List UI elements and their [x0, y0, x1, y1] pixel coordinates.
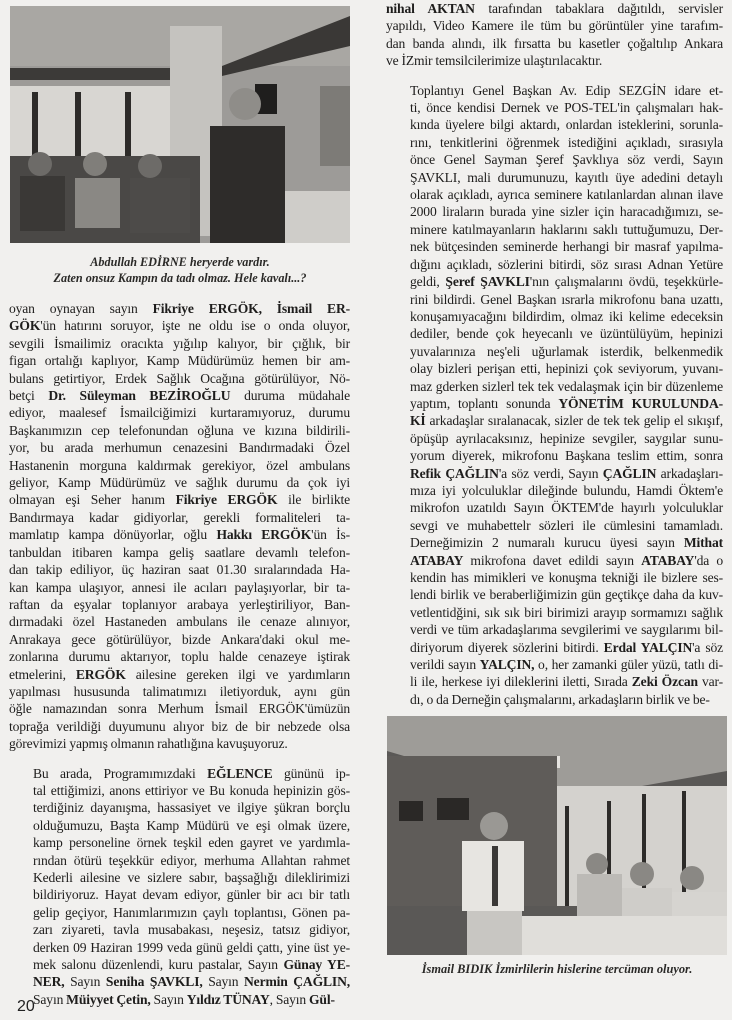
- text-line: kan kampa ulaşıyor, annesi ile acıları paylaşıyorlar, bir ta-: [9, 579, 350, 595]
- photo1-caption-line1: Abdullah EDİRNE heryerde vardır.: [90, 255, 270, 269]
- left-paragraph-1: [9, 300, 350, 753]
- text-line: li ile, herkese iyi dileklerini iletti, Sırada Zeki Özcan var-: [410, 674, 723, 690]
- bold-name: Dr. Süleyman BEZİROĞLU: [48, 388, 231, 404]
- text-line: NER, Sayın Seniha ŞAVKLI, Sayın Nermin ÇAĞLIN,: [33, 974, 350, 990]
- text-line: ŞAVKLI, mali durumunuzu, kayıtlı üye adedini detaylı: [410, 169, 723, 185]
- text-line: dığını açıkladı, sözlerini bitirdi, söz sırası Adnan Yetüre: [410, 256, 723, 272]
- text-line: raftan da eşyalar toplanıyor arabaya yerleştiriliyor, Ban-: [9, 596, 350, 612]
- text-line: önce Genel Sayman Şeref Şavklıya söz verdi, Sayın: [410, 152, 723, 168]
- right-column-text: [386, 0, 723, 708]
- text-line: mıza iyi yolculuklar dileğinde bulundu, Hamdi Öktem'e: [410, 482, 723, 498]
- text-line: Toplantıyı Genel Başkan Av. Edip SEZGİN idare et-: [410, 82, 723, 98]
- text-line: Bu arada, Programımızdaki EĞLENCE gününü ip-: [33, 765, 350, 781]
- text-line: yor, bu arada merhumun cenazesini Bandırmadaki Özel: [9, 440, 350, 456]
- photo1-image: [10, 6, 350, 243]
- bold-name: ERGÖK: [75, 666, 126, 682]
- text-line: 2000 liraların burada yine sizler için haracadığımızı, se-: [410, 204, 723, 220]
- text-line: verdi ve tüm arkadaşlarıma sevgilerimi ve saygılarımı bil-: [410, 622, 723, 638]
- bold-name: Nermin ÇAĞLIN,: [244, 974, 350, 990]
- text-line: nihal AKTAN tarafından tabaklara dağıtıldı, servisler: [386, 1, 723, 16]
- text-line: ediyor, maalesef İsmailciğimizi kurtaramıyoruz, durumu: [9, 405, 350, 421]
- bold-name: Günay YE-: [283, 957, 350, 973]
- photo2-caption: İsmail BIDIK İzmirlilerin hislerine tercüman oluyor.: [421, 962, 693, 976]
- text-line: Bandırmaya kadar gidiyorlar, gerekli formaliteleri ta-: [9, 509, 350, 525]
- text-line: Kederli ailesine ve sizlere sabır, başsağlığı dileklirimizi: [33, 870, 350, 885]
- text-line: minere katılmayanların haklarını saklı tuttuğumuzu, Der-: [410, 221, 723, 237]
- text-line: öğle namazından sonra Merhum İsmail ERGÖK'ümüzün: [9, 701, 350, 717]
- photo1-caption-line2: Zaten onsuz Kampın da tadı olmaz. Hele kavalı...?: [53, 271, 307, 285]
- text-line: Kİ arkadaşlar sıralanacak, sizler de tek tek gelip el sıkışıf,: [410, 413, 723, 429]
- text-line: dı, o da Derneğin çalışmalarını, arkadaşların birlik ve be-: [410, 691, 710, 707]
- bold-name: EĞLENCE: [207, 765, 273, 781]
- text-line: olduğumuzu, Başta Kamp Müdürü ve eşi olmak üzere,: [33, 817, 350, 833]
- photo2-image: [387, 716, 727, 955]
- text-line: dan takip ediliyor, üç haziran saat 01.30 sıralarındada Ha-: [9, 562, 350, 578]
- text-line: Derneğimizin 2 numaralı kurucu üyesi sayın Mithat: [410, 535, 723, 551]
- bold-name: Refik ÇAĞLIN: [410, 465, 499, 481]
- left-paragraph-2: [9, 765, 350, 1009]
- text-line: Hastanenin morguna kaldırmak gerekiyor, özel ambulans: [9, 457, 350, 473]
- text-line: mikrofon uzatıldı Sayın ÖKTEM'de hayırlı yolculuklar: [410, 500, 723, 516]
- text-line: geliyor, Kamp Müdürümüz ve sağlık durumu da çok iyi: [9, 475, 350, 491]
- text-line: yaptım, toplantı sonunda YÖNETİM KURULUNDA-: [410, 395, 724, 411]
- text-line: bulans getirtiyor, Erdek Sağlık Ocağına götürülüyor, Nö-: [9, 370, 350, 386]
- text-line: dan banda alındı, ilk fırsatta bu kasetler çoğaltılıp Ankara: [386, 35, 723, 51]
- text-line: vetlentidğini, sık sık biri birimizi arayıp sormamızı sağlık: [410, 604, 723, 620]
- bold-name: Yıldız TÜNAY: [186, 991, 270, 1007]
- text-line: olarak açıkladı, ayrıca seminere katılanlardan alınan ilave: [410, 187, 723, 203]
- text-line: figan ortalığı kaplıyor, Kamp Müdürümüz hemen bir am-: [9, 353, 350, 369]
- left-column-text: [9, 300, 350, 1008]
- text-line: rından ötürü teşekkür ediyor, merhuma Allahtan rahmet: [33, 852, 350, 868]
- text-line: zarı ziyareti, tavla musabakası, neşesiz, tatsız gidiyor,: [33, 922, 350, 938]
- bold-name: Seniha ŞAVKLI,: [105, 974, 203, 990]
- text-line: verildi sayın YALÇIN, o, her zamanki güler yüzü, tatlı di-: [410, 657, 723, 673]
- bold-name: ATABAY: [641, 552, 695, 568]
- bold-name: GÖK: [9, 318, 41, 334]
- text-line: ATABAY mikrofona davet edildi sayın ATABAY'da o: [410, 552, 723, 568]
- text-line: sevgi ve muhabettelr sözleri ile cümlesini tamamladı.: [410, 517, 723, 533]
- text-line: olay bizleri perişan etti, hepinizi çok seviyorum, yuvanı-: [410, 361, 723, 377]
- text-line: rini bildirdi. Genel Başkan ısrarla mikrofonu bana uzattı,: [410, 291, 723, 307]
- bold-name: Kİ: [410, 413, 426, 429]
- bold-name: Gül-: [309, 991, 335, 1007]
- text-line: yapılması hususunda talimatımızı iletiyorduk, aynı gün: [9, 683, 350, 699]
- bold-name: ÇAĞLIN: [602, 465, 657, 481]
- text-line: nek bütçesinden seminerde herhangi bir masraf yapılma-: [410, 239, 723, 255]
- text-line: zonlarına durumu aktarıyor, toplu halde cenazeye iştirak: [9, 649, 350, 665]
- bold-name: Zeki Özcan: [631, 674, 698, 690]
- text-line: dırmadaki özel Hastaneden ambulans ile cenaze alınıyor,: [9, 614, 350, 630]
- text-line: ve İZmir temsilcilerimize ulaştırılacaktır.: [386, 53, 603, 69]
- text-line: dediler, bende çok heyecanlı ve üzüntülüyüm, hepinizi: [410, 326, 723, 342]
- text-line: yuvalarınıza neş'eli uğurlamak isterdik, belkenmedik: [410, 343, 723, 359]
- text-line: bildiriyoruz. Hayat devam ediyor, günler bir acı bir tatlı: [33, 887, 350, 903]
- text-line: sevgili İsmailimiz oracıkta yığılıp kalıyor, bir çığlık, bir: [9, 335, 350, 351]
- text-line: diriyorum diyerek sözlerini bitirdi. Erdal YALÇIN'a söz: [410, 639, 723, 655]
- text-line: öpüşüp ayrılacaksınız, hepinize sevgiler, saygılar sunu-: [410, 430, 723, 446]
- bold-name: Fikriye ERGÖK, İsmail ER-: [152, 301, 350, 316]
- text-line: Sayın Müiyyet Çetin, Sayın Yıldız TÜNAY, Sayın Gül-: [33, 991, 335, 1007]
- bold-name: YALÇIN,: [479, 657, 535, 673]
- text-line: Başkanımızın cep telefonundan oğluna ve kızına bildirili-: [9, 422, 350, 438]
- text-line: kında üyelere bilgi aktardı, onlardan isteklerini, sorunla-: [410, 117, 723, 133]
- bold-name: Müiyyet Çetin,: [66, 991, 151, 1007]
- text-line: maz gderken sizlerl tek tek vedalaşmak için bir düzenleme: [410, 378, 723, 394]
- text-line: tanbuldan itibaren kampa geliş saatlare devamlı telefon-: [9, 544, 350, 560]
- text-line: GÖK'ün hatırını soruyor, işte ne oldu ise o onda oluyor,: [9, 318, 350, 334]
- bold-name: nihal AKTAN: [386, 1, 475, 16]
- bold-name: Şeref ŞAVKLI: [445, 274, 530, 290]
- bold-name: Erdal YALÇIN: [603, 639, 693, 655]
- photo-ismail-bidik: [387, 716, 727, 955]
- text-line: mamlatıp kampa dönüyorlar, oğlu Hakkı ERGÖK'ün İs-: [9, 527, 351, 543]
- text-line: gelip geçiyor, Hanımlarımızın çaylı toplantısı, Gönen pa-: [33, 904, 350, 920]
- bold-name: ATABAY: [410, 552, 464, 568]
- text-line: mek salonu düzenlendi, kuru pastalar, Sayın Günay YE-: [33, 957, 350, 973]
- bold-name: YÖNETİM KURULUNDA-: [558, 395, 724, 411]
- text-line: Anrakaya gece götürülüyor, bizde Ankara'daki okul me-: [9, 631, 350, 647]
- text-line: geldi, Şeref ŞAVKLI'nın çalışmalarını övdü, teşekkürle-: [410, 274, 723, 290]
- text-line: kamp personeline örnek teşkil eden gayret ve yardımla-: [33, 835, 350, 851]
- right-paragraph-1: [386, 0, 723, 70]
- text-line: ti, önce kendisi Dernek ve POS-TEL'in çalışmaları hak-: [410, 100, 723, 116]
- text-line: kendin has mimikleri ve konuşma tekniği ile bizlere ses-: [410, 570, 723, 585]
- bold-name: Fikriye ERGÖK: [175, 492, 278, 508]
- bold-name: Hakkı ERGÖK: [216, 527, 312, 543]
- text-line: konuşamıyacağını bildirdim, olmaz iki kelime edeceksin: [410, 308, 723, 324]
- text-line: derken 09 Haziran 1999 veda günü geldi çattı, yine üst ye-: [33, 939, 350, 955]
- text-line: oyan oynayan sayın Fikriye ERGÖK, İsmail ER-: [9, 301, 350, 316]
- text-line: toprağa verildiği duyumunu alıyor biz de bir nebzede olsa: [9, 718, 350, 734]
- text-line: etmelerini, ERGÖK ailesine gereken ilgi ve yardımların: [9, 666, 350, 682]
- bold-name: NER,: [33, 974, 65, 990]
- photo1-caption: [10, 254, 350, 286]
- text-line: tal ettiğimizi, anons ettiriyor ve Bu konuda hepinizin gös-: [33, 782, 350, 798]
- text-line: Refik ÇAĞLIN'a söz verdi, Sayın ÇAĞLIN arkadaşları-: [410, 465, 723, 481]
- text-line: olmayan eşi Seher hanım Fikriye ERGÖK ile birlikte: [9, 492, 350, 508]
- text-line: betçi Dr. Süleyman BEZİROĞLU duruma müdahale: [9, 388, 350, 404]
- text-line: yorum diyerek, mikrofonu Başkana teslim ettim, sonra: [410, 448, 723, 464]
- text-line: terdiğiniz dayanışma, hassasiyet ve ilgiye şükran borçlu: [33, 800, 350, 816]
- right-paragraph-2: [386, 82, 723, 709]
- text-line: rını, tenkitlerini öğrenmek istediğini açıkladı, sırasıyla: [410, 134, 723, 150]
- page-number: 20: [17, 998, 35, 1015]
- text-line: lendi birlik ve beraberliğimizin gün geçtikçe daha da kuv-: [410, 587, 723, 603]
- bold-name: Mithat: [683, 535, 723, 551]
- text-line: görevimizi yapmış olmanın rahatlığına kavuşuyoruz.: [9, 736, 288, 752]
- photo-abdullah-edirne: [10, 6, 350, 243]
- text-line: yapıldı, Video Kamere ile tüm bu görüntüler yine tarafım-: [386, 18, 723, 34]
